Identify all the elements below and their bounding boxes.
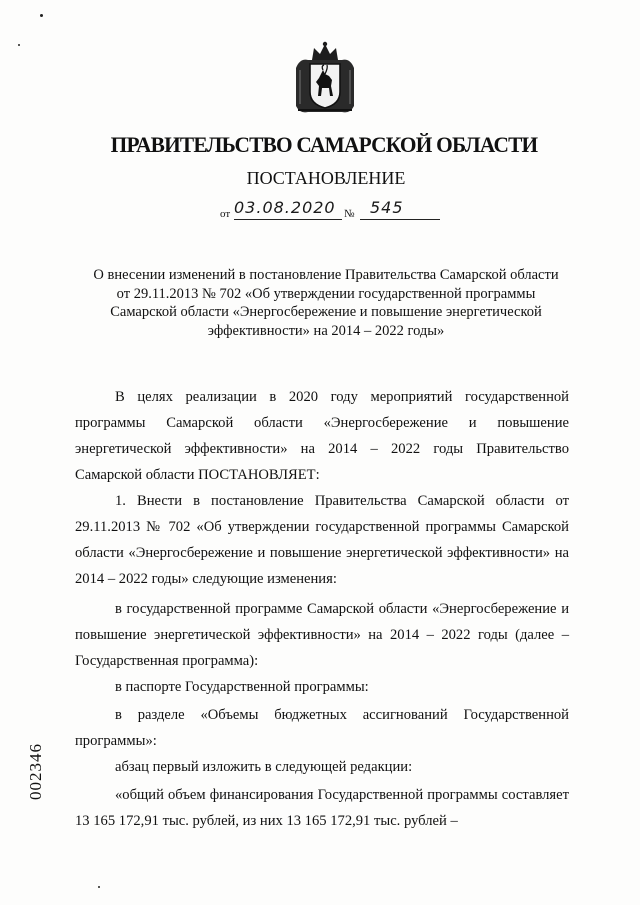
document-subject [78, 266, 574, 340]
body-paragraph [75, 384, 569, 488]
margin-stamp-number: 002346 [26, 743, 45, 800]
body-paragraph [75, 782, 569, 834]
date-value: 03.08.2020 [234, 198, 336, 217]
subject-line: Самарской области «Энергосбережение и повышение энергетической [110, 304, 542, 320]
body-paragraph [75, 488, 569, 592]
scan-speck [40, 14, 43, 17]
paragraph-text: абзац первый изложить в следующей редакции: [115, 759, 413, 775]
subject-line: от 29.11.2013 № 702 «Об утверждении государственной программы [116, 285, 536, 302]
document-type: ПОСТАНОВЛЕНИЕ [246, 168, 406, 188]
paragraph-text: В целях реализации в 2020 году мероприятий государственной программы Самарской области «Энергосбережение и повышение энергетической эффективности» на 2014 – 2022 годы Правительство Самарской области ПОСТАНОВЛЯЕТ: [75, 389, 569, 483]
body-paragraph [75, 702, 569, 754]
scan-speck [18, 44, 20, 46]
paragraph-text: «общий объем финансирования Государственной программы составляет 13 165 172,91 тыс. рублей, из них 13 165 172,91 тыс. рублей – [75, 787, 569, 829]
number-label: № [344, 208, 355, 220]
body-paragraph [75, 674, 569, 700]
subject-line: О внесении изменений в постановление Правительства Самарской области [93, 267, 559, 283]
body-paragraph [75, 596, 569, 674]
paragraph-text: в разделе «Объемы бюджетных ассигнований Государственной программы»: [75, 707, 569, 749]
date-number-line [220, 200, 450, 224]
paragraph-text: в государственной программе Самарской области «Энергосбережение и повышение энергетической эффективности» на 2014 – 2022 годы (далее – Государственная программа): [75, 601, 569, 669]
paragraph-text: в паспорте Государственной программы: [115, 679, 369, 695]
body-paragraph [75, 754, 569, 780]
scan-speck [98, 886, 100, 888]
coat-of-arms-icon [292, 40, 358, 120]
subject-line: эффективности» на 2014 – 2022 годы» [207, 322, 445, 339]
paragraph-text: 1. Внести в постановление Правительства Самарской области от 29.11.2013 № 702 «Об утверждении государственной программы Самарской области «Энергосбережение и повышение энергетической эффективности» на 2014 – 2022 годы» следующие изменения: [75, 493, 569, 587]
number-value: 545 [370, 198, 404, 217]
date-underline [234, 219, 342, 220]
number-underline [360, 219, 440, 220]
date-label: от [220, 208, 231, 220]
government-title: ПРАВИТЕЛЬСТВО САМАРСКОЙ ОБЛАСТИ [110, 132, 538, 157]
